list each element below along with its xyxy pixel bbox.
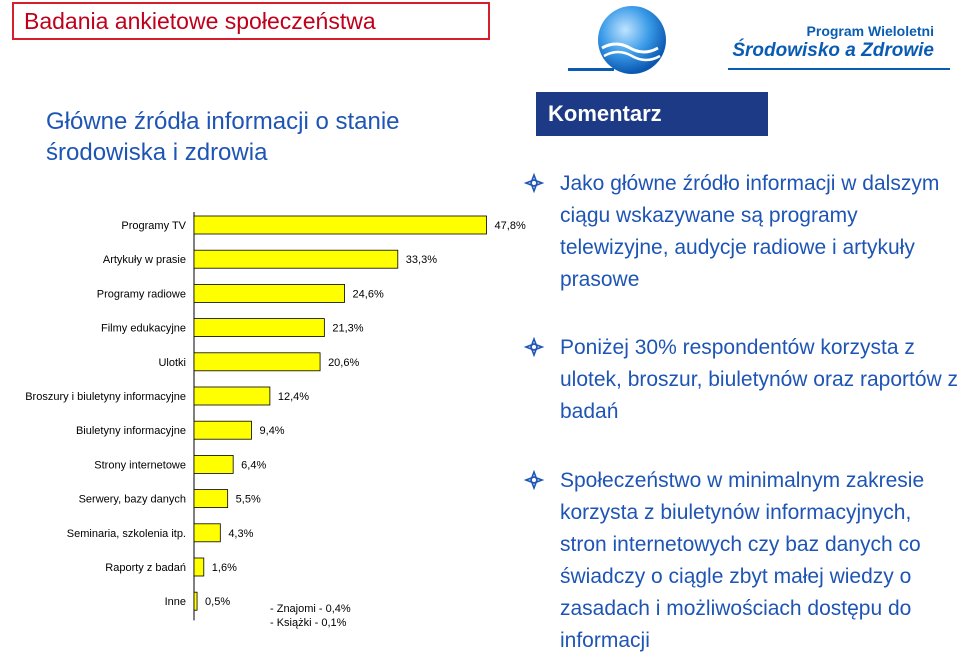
bar-value-label: 0,5%	[205, 596, 231, 609]
bar	[194, 353, 320, 371]
bar-value-label: 4,3%	[228, 527, 254, 540]
bar-value-label: 21,3%	[332, 322, 364, 335]
chart-title-line2: środowiska i zdrowia	[46, 139, 268, 166]
header-banner: Badania ankietowe społeczeństwa	[12, 2, 490, 40]
program-line1: Program Wieloletni	[806, 23, 934, 39]
bar-value-label: 24,6%	[352, 288, 384, 301]
bar-chart	[0, 200, 540, 640]
bar-value-label: 6,4%	[241, 459, 267, 472]
chart-title-line1: Główne źródła informacji o stanie	[46, 108, 400, 135]
program-line2: Środowisko a Zdrowie	[732, 40, 934, 61]
category-label: Raporty z badań	[105, 562, 186, 574]
category-label: Artykuły w prasie	[102, 254, 186, 267]
note-ksiazki: - Książki - 0,1%	[270, 617, 347, 629]
bar-value-label: 47,8%	[494, 220, 526, 232]
diamond-bullet-icon	[524, 470, 544, 490]
diamond-bullet-icon	[524, 337, 544, 357]
diamond-bullet-icon	[524, 173, 544, 193]
bar-value-label: 20,6%	[328, 356, 360, 369]
category-label: Serwery, bazy danych	[78, 493, 186, 506]
category-label: Filmy edukacyjne	[101, 322, 186, 335]
category-label: Inne	[164, 596, 186, 609]
category-label: Strony internetowe	[94, 459, 186, 472]
program-name	[732, 22, 934, 62]
category-label: Programy radiowe	[96, 288, 186, 301]
comment-text: Jako główne źródło informacji w dalszym ciągu wskazywane są programy telewizyjne, audycje radiowe i artykuły prasowe	[560, 172, 940, 291]
bar-value-label: 5,5%	[235, 493, 261, 506]
bar	[194, 216, 487, 234]
bar	[194, 490, 228, 508]
chart-title	[46, 106, 486, 168]
program-logo	[568, 4, 728, 76]
bar	[194, 421, 252, 439]
bar-value-label: 33,3%	[405, 254, 437, 267]
bar	[194, 284, 345, 302]
note-znajomi: - Znajomi - 0,4%	[270, 603, 351, 615]
category-label: Biuletyny informacyjne	[75, 425, 186, 438]
bar	[194, 592, 197, 610]
category-label: Seminaria, szkolenia itp.	[66, 527, 186, 540]
comment-text: Poniżej 30% respondentów korzysta z ulotek, broszur, biuletynów oraz raportów z badań	[560, 336, 959, 423]
category-label: Ulotki	[158, 356, 186, 369]
category-label: Programy TV	[121, 220, 186, 232]
bar-value-label: 1,6%	[211, 562, 237, 574]
chart-notes	[270, 602, 351, 630]
bar	[194, 319, 324, 337]
comment-text: Społeczeństwo w minimalnym zakresie korzysta z biuletynów informacyjnych, stron internetowych czy baz danych co świadczy o ciągle zbyt małej wiedzy o zasadach i możliwościach dostępu do informacji	[560, 469, 925, 652]
komentarz-header: Komentarz	[536, 92, 768, 136]
program-underline	[728, 68, 950, 70]
bar	[194, 387, 270, 405]
bar	[194, 524, 220, 542]
bar	[194, 558, 204, 576]
bar-value-label: 9,4%	[259, 425, 285, 438]
bar	[194, 455, 233, 473]
bar-value-label: 12,4%	[277, 391, 310, 403]
category-label: Broszury i biuletyny informacyjne	[25, 391, 186, 403]
bar	[194, 250, 398, 268]
